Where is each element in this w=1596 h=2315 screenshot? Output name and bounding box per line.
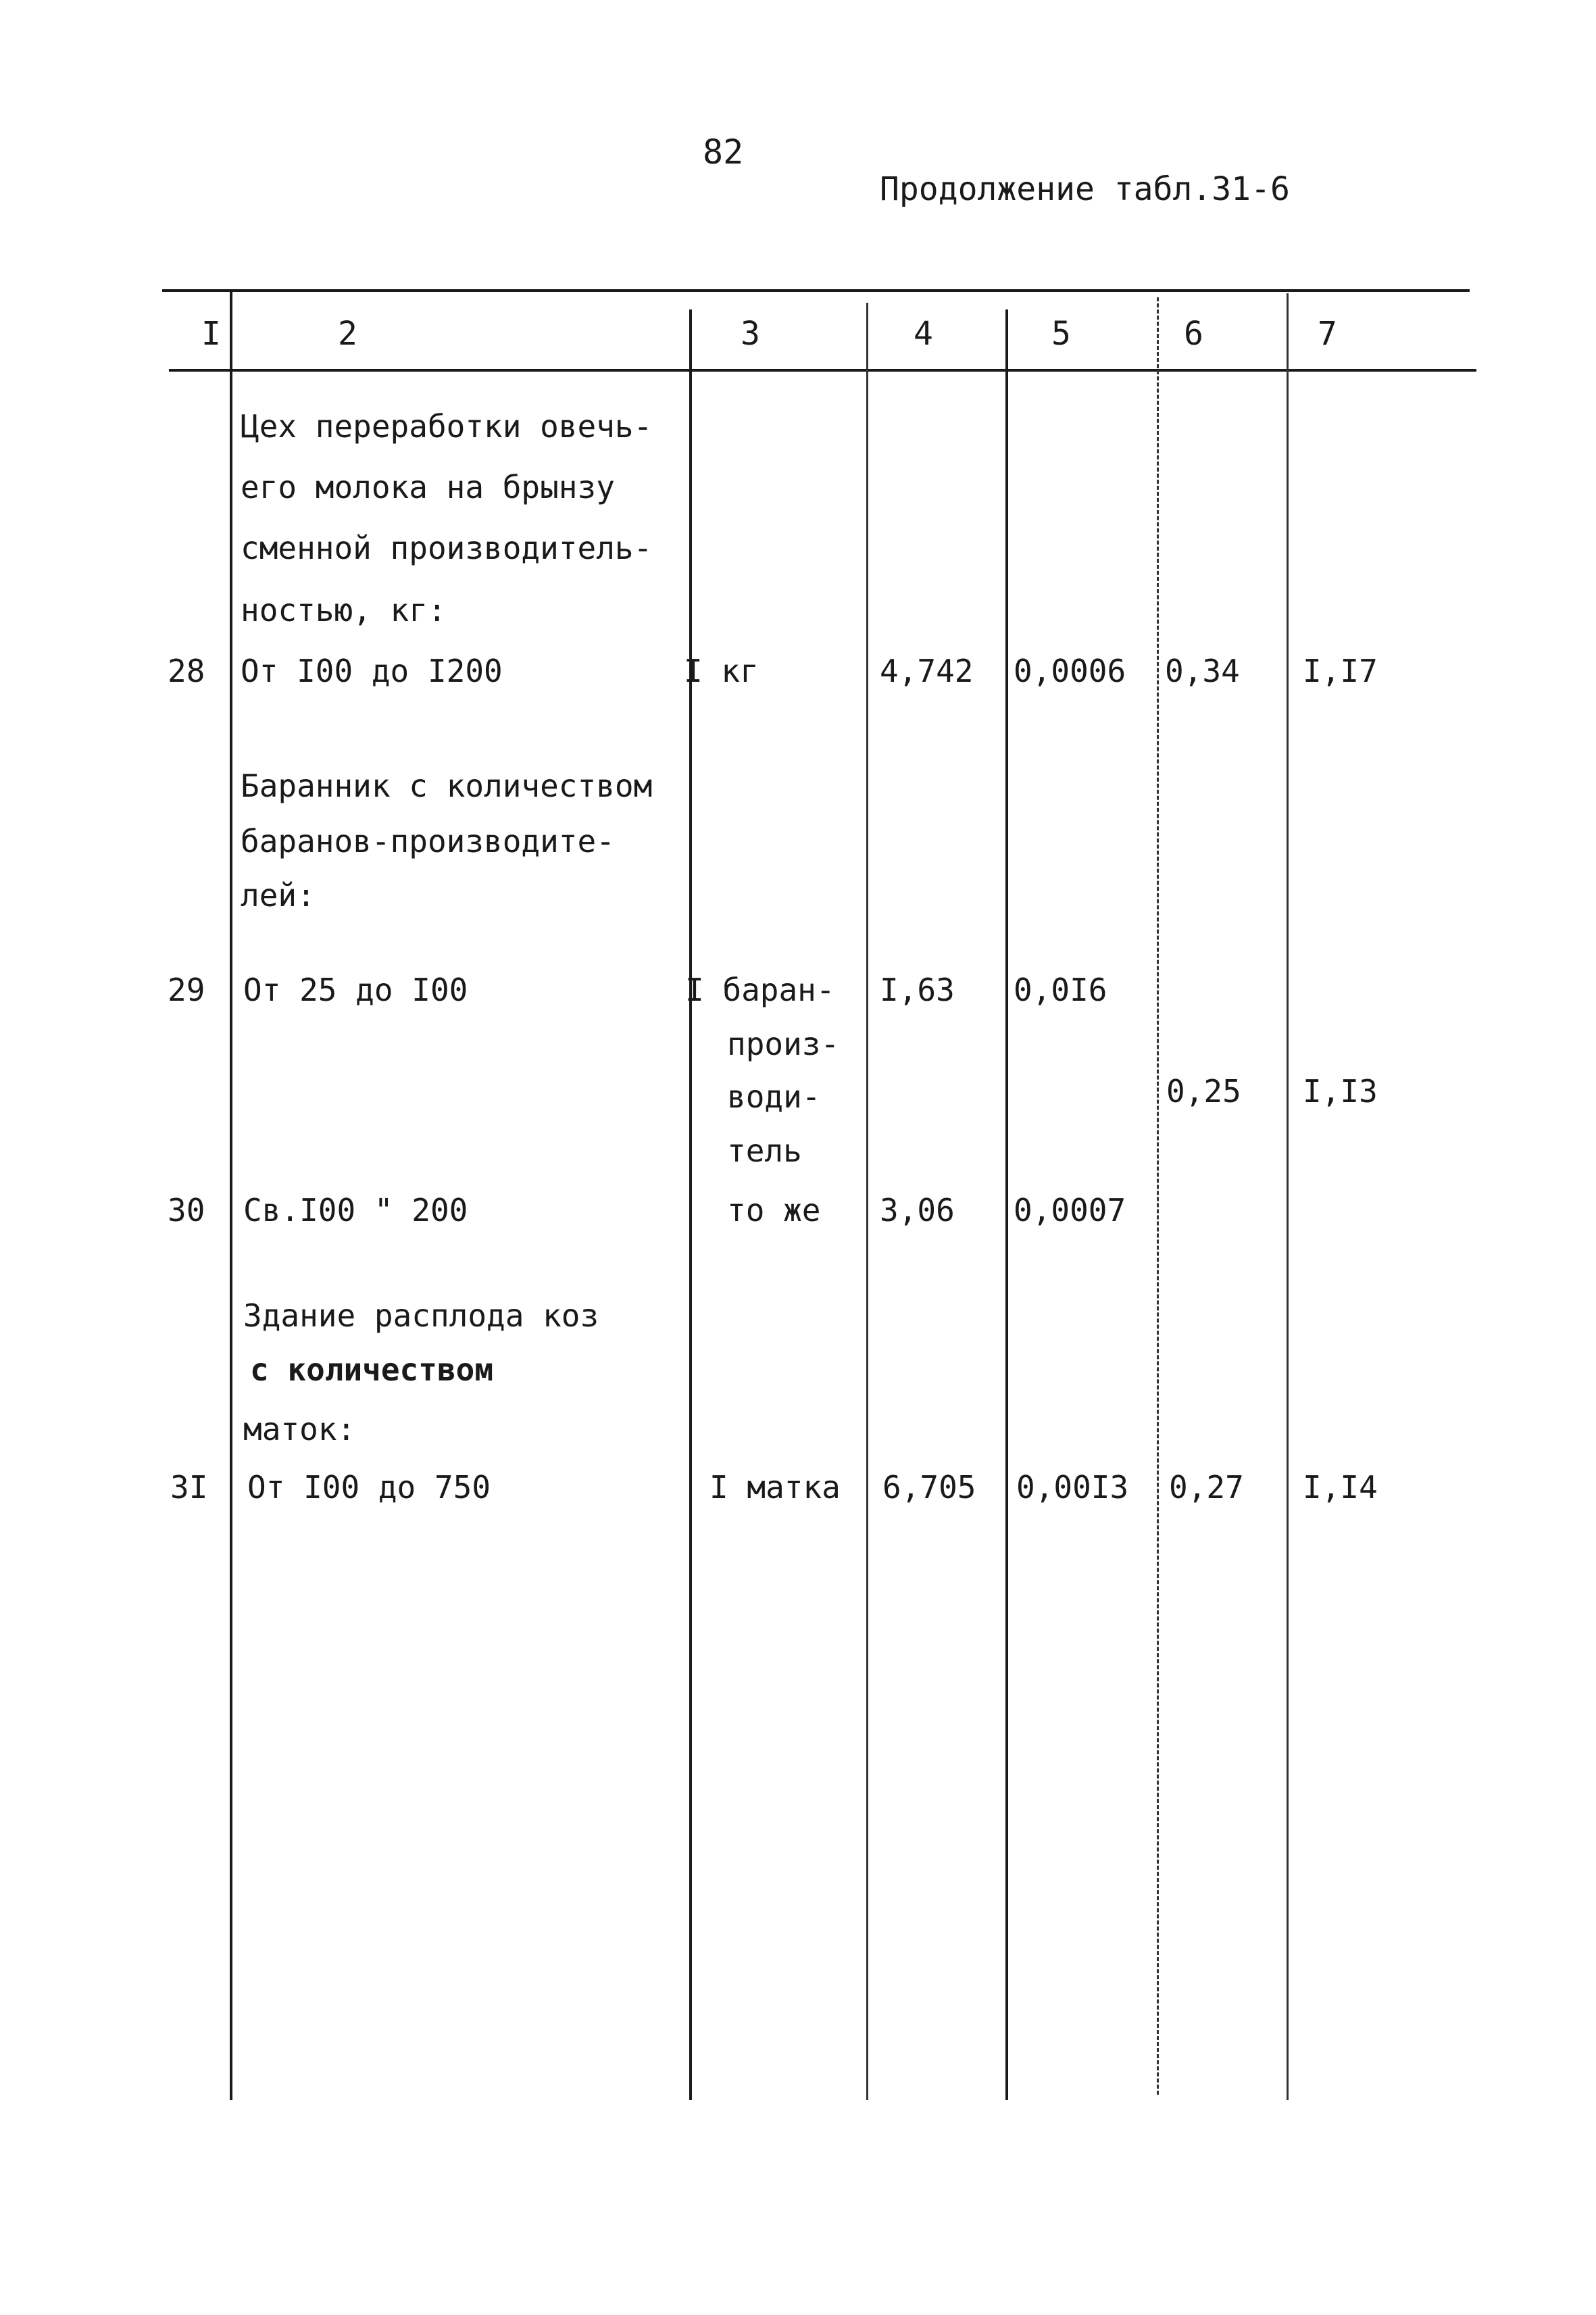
column-divider-2 xyxy=(689,309,692,2100)
group-heading-line: его молока на брынзу xyxy=(241,469,615,505)
column-divider-1 xyxy=(230,289,232,2100)
page-number: 82 xyxy=(703,132,744,172)
group-heading-line: Баранник с количеством xyxy=(241,768,653,804)
group-heading-line: Цех переработки овечь- xyxy=(241,408,653,445)
row-28-unit: I кг xyxy=(684,653,759,689)
row-28-col6: 0,34 xyxy=(1165,653,1240,689)
column-divider-3 xyxy=(866,303,868,2100)
row-31-description: От I00 до 750 xyxy=(247,1469,491,1505)
column-divider-6 xyxy=(1287,293,1289,2100)
group-heading-line: с количеством xyxy=(250,1351,494,1388)
group-heading-line: маток: xyxy=(243,1411,356,1447)
row-31-col4: 6,705 xyxy=(882,1469,976,1505)
column-divider-5 xyxy=(1157,297,1161,2095)
table-continuation-title: Продолжение табл.31-6 xyxy=(880,170,1290,208)
row-29-unit-line: I баран- xyxy=(685,972,835,1008)
row-number-30: 30 xyxy=(168,1192,205,1228)
row-28-col4: 4,742 xyxy=(880,653,974,689)
col-header-3: 3 xyxy=(741,315,760,353)
row-29-unit-line: води- xyxy=(727,1078,821,1115)
row-28-col7: I,I7 xyxy=(1303,653,1378,689)
table-top-rule xyxy=(162,289,1470,292)
row-29-description: От 25 до I00 xyxy=(243,972,468,1008)
group-heading-line: баранов-производите- xyxy=(241,823,615,860)
col-header-4: 4 xyxy=(914,315,933,353)
row-number-31: 3I xyxy=(170,1469,208,1505)
column-divider-4 xyxy=(1005,309,1008,2100)
row-29-col4: I,63 xyxy=(880,972,955,1008)
row-30-col4: 3,06 xyxy=(880,1192,955,1228)
col-header-7: 7 xyxy=(1318,315,1337,353)
row-30-unit: то же xyxy=(727,1192,821,1228)
col-header-2: 2 xyxy=(338,315,357,353)
row-29-unit-line: произ- xyxy=(727,1026,840,1062)
row-28-col5: 0,0006 xyxy=(1014,653,1126,689)
row-31-col6: 0,27 xyxy=(1169,1469,1244,1505)
row-30-description: Св.I00 " 200 xyxy=(243,1192,468,1228)
row-28-description: От I00 до I200 xyxy=(241,653,503,689)
row-number-29: 29 xyxy=(168,972,205,1008)
row-30-col5: 0,0007 xyxy=(1014,1192,1126,1228)
rows-29-30-col6: 0,25 xyxy=(1166,1073,1241,1110)
row-31-unit: I матка xyxy=(709,1469,841,1505)
header-bottom-rule xyxy=(169,369,1476,372)
rows-29-30-col7: I,I3 xyxy=(1303,1073,1378,1110)
row-number-28: 28 xyxy=(168,653,205,689)
group-heading-line: сменной производитель- xyxy=(241,530,653,566)
group-heading-line: ностью, кг: xyxy=(241,592,447,628)
group-heading-line: Здание расплода коз xyxy=(243,1297,599,1334)
row-29-unit-line: тель xyxy=(727,1132,802,1169)
row-31-col7: I,I4 xyxy=(1303,1469,1378,1505)
row-31-col5: 0,00I3 xyxy=(1016,1469,1129,1505)
row-29-col5: 0,0I6 xyxy=(1014,972,1107,1008)
col-header-5: 5 xyxy=(1051,315,1071,353)
col-header-6: 6 xyxy=(1184,315,1203,353)
group-heading-line: лей: xyxy=(241,877,316,914)
col-header-1: I xyxy=(201,315,221,353)
